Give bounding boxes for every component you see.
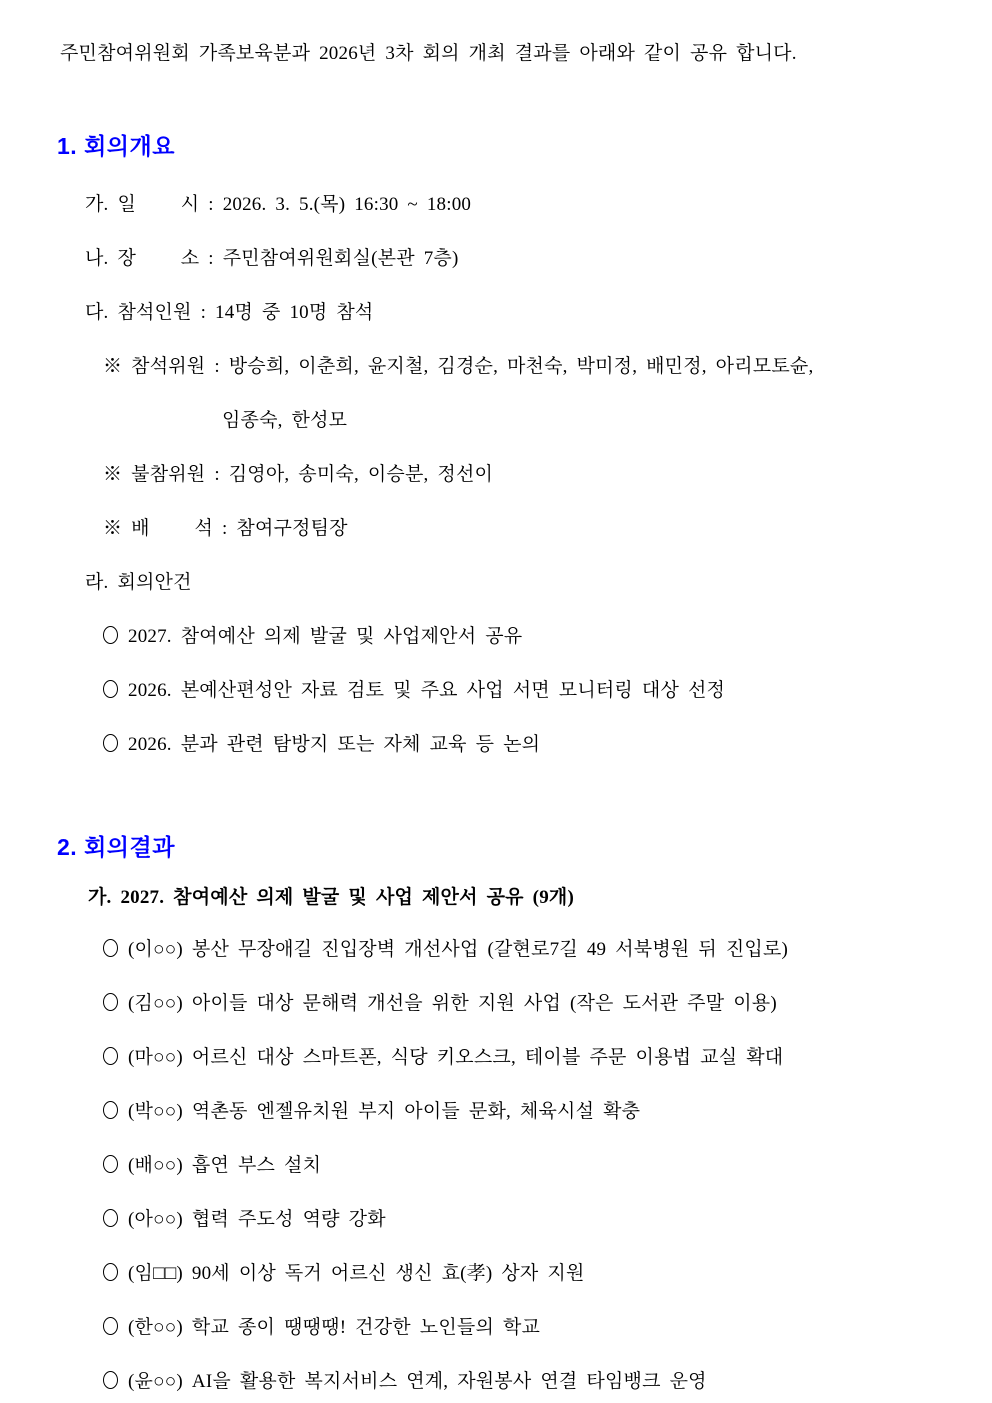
document-line: 가. 일 시 : 2026. 3. 5.(목) 16:30 ~ 18:00 xyxy=(85,194,472,215)
document-line: (임□□) 90세 이상 독거 어르신 생신 효(孝) 상자 지원 xyxy=(103,1263,972,1285)
section2-heading: 2. 회의결과 xyxy=(57,834,175,860)
document-line: (배○○) 흡연 부스 설치 xyxy=(103,1155,972,1177)
document-line: 2026. 분과 관련 탐방지 또는 자체 교육 등 논의 xyxy=(103,734,972,756)
document-line: 2027. 참여예산 의제 발굴 및 사업제안서 공유 xyxy=(103,626,972,648)
document-line: 나. 장 소 : 주민참여위원회실(본관 7층) xyxy=(85,248,459,269)
section2-subheading: 가. 2027. 참여예산 의제 발굴 및 사업 제안서 공유 (9개) xyxy=(88,887,574,908)
document-line: (박○○) 역촌동 엔젤유치원 부지 아이들 문화, 체육시설 확충 xyxy=(103,1101,972,1123)
section1-body xyxy=(0,194,972,756)
document-line: 2026. 본예산편성안 자료 검토 및 주요 사업 서면 모니터링 대상 선정 xyxy=(103,680,972,702)
document-line: ※ 배 석 : 참여구정팀장 xyxy=(103,518,348,539)
section2-body xyxy=(0,939,972,1393)
document-line: (한○○) 학교 종이 땡땡땡! 건강한 노인들의 학교 xyxy=(103,1317,972,1339)
document-line: (김○○) 아이들 대상 문해력 개선을 위한 지원 사업 (작은 도서관 주말 이용) xyxy=(103,993,972,1015)
document-line: ※ 참석위원 : 방승희, 이춘희, 윤지철, 김경순, 마천숙, 박미정, 배민정, 아리모토슌, xyxy=(103,356,814,377)
document-line: 다. 참석인원 : 14명 중 10명 참석 xyxy=(85,302,374,323)
document-line: (윤○○) AI을 활용한 복지서비스 연계, 자원봉사 연결 타임뱅크 운영 xyxy=(103,1371,972,1393)
document-line: 라. 회의안건 xyxy=(85,572,192,593)
document-line: (이○○) 봉산 무장애길 진입장벽 개선사업 (갈현로7길 49 서북병원 뒤 진입로) xyxy=(103,939,972,961)
document-line: (아○○) 협력 주도성 역량 강화 xyxy=(103,1209,972,1231)
document-line: 임종숙, 한성모 xyxy=(222,410,348,431)
document-line: (마○○) 어르신 대상 스마트폰, 식당 키오스크, 테이블 주문 이용법 교실 확대 xyxy=(103,1047,972,1069)
intro-paragraph: 주민참여위원회 가족보육분과 2026년 3차 회의 개최 결과를 아래와 같이 공유 합니다. xyxy=(60,43,797,64)
section1-heading: 1. 회의개요 xyxy=(57,133,175,159)
document-line: ※ 불참위원 : 김영아, 송미숙, 이승분, 정선이 xyxy=(103,464,494,485)
